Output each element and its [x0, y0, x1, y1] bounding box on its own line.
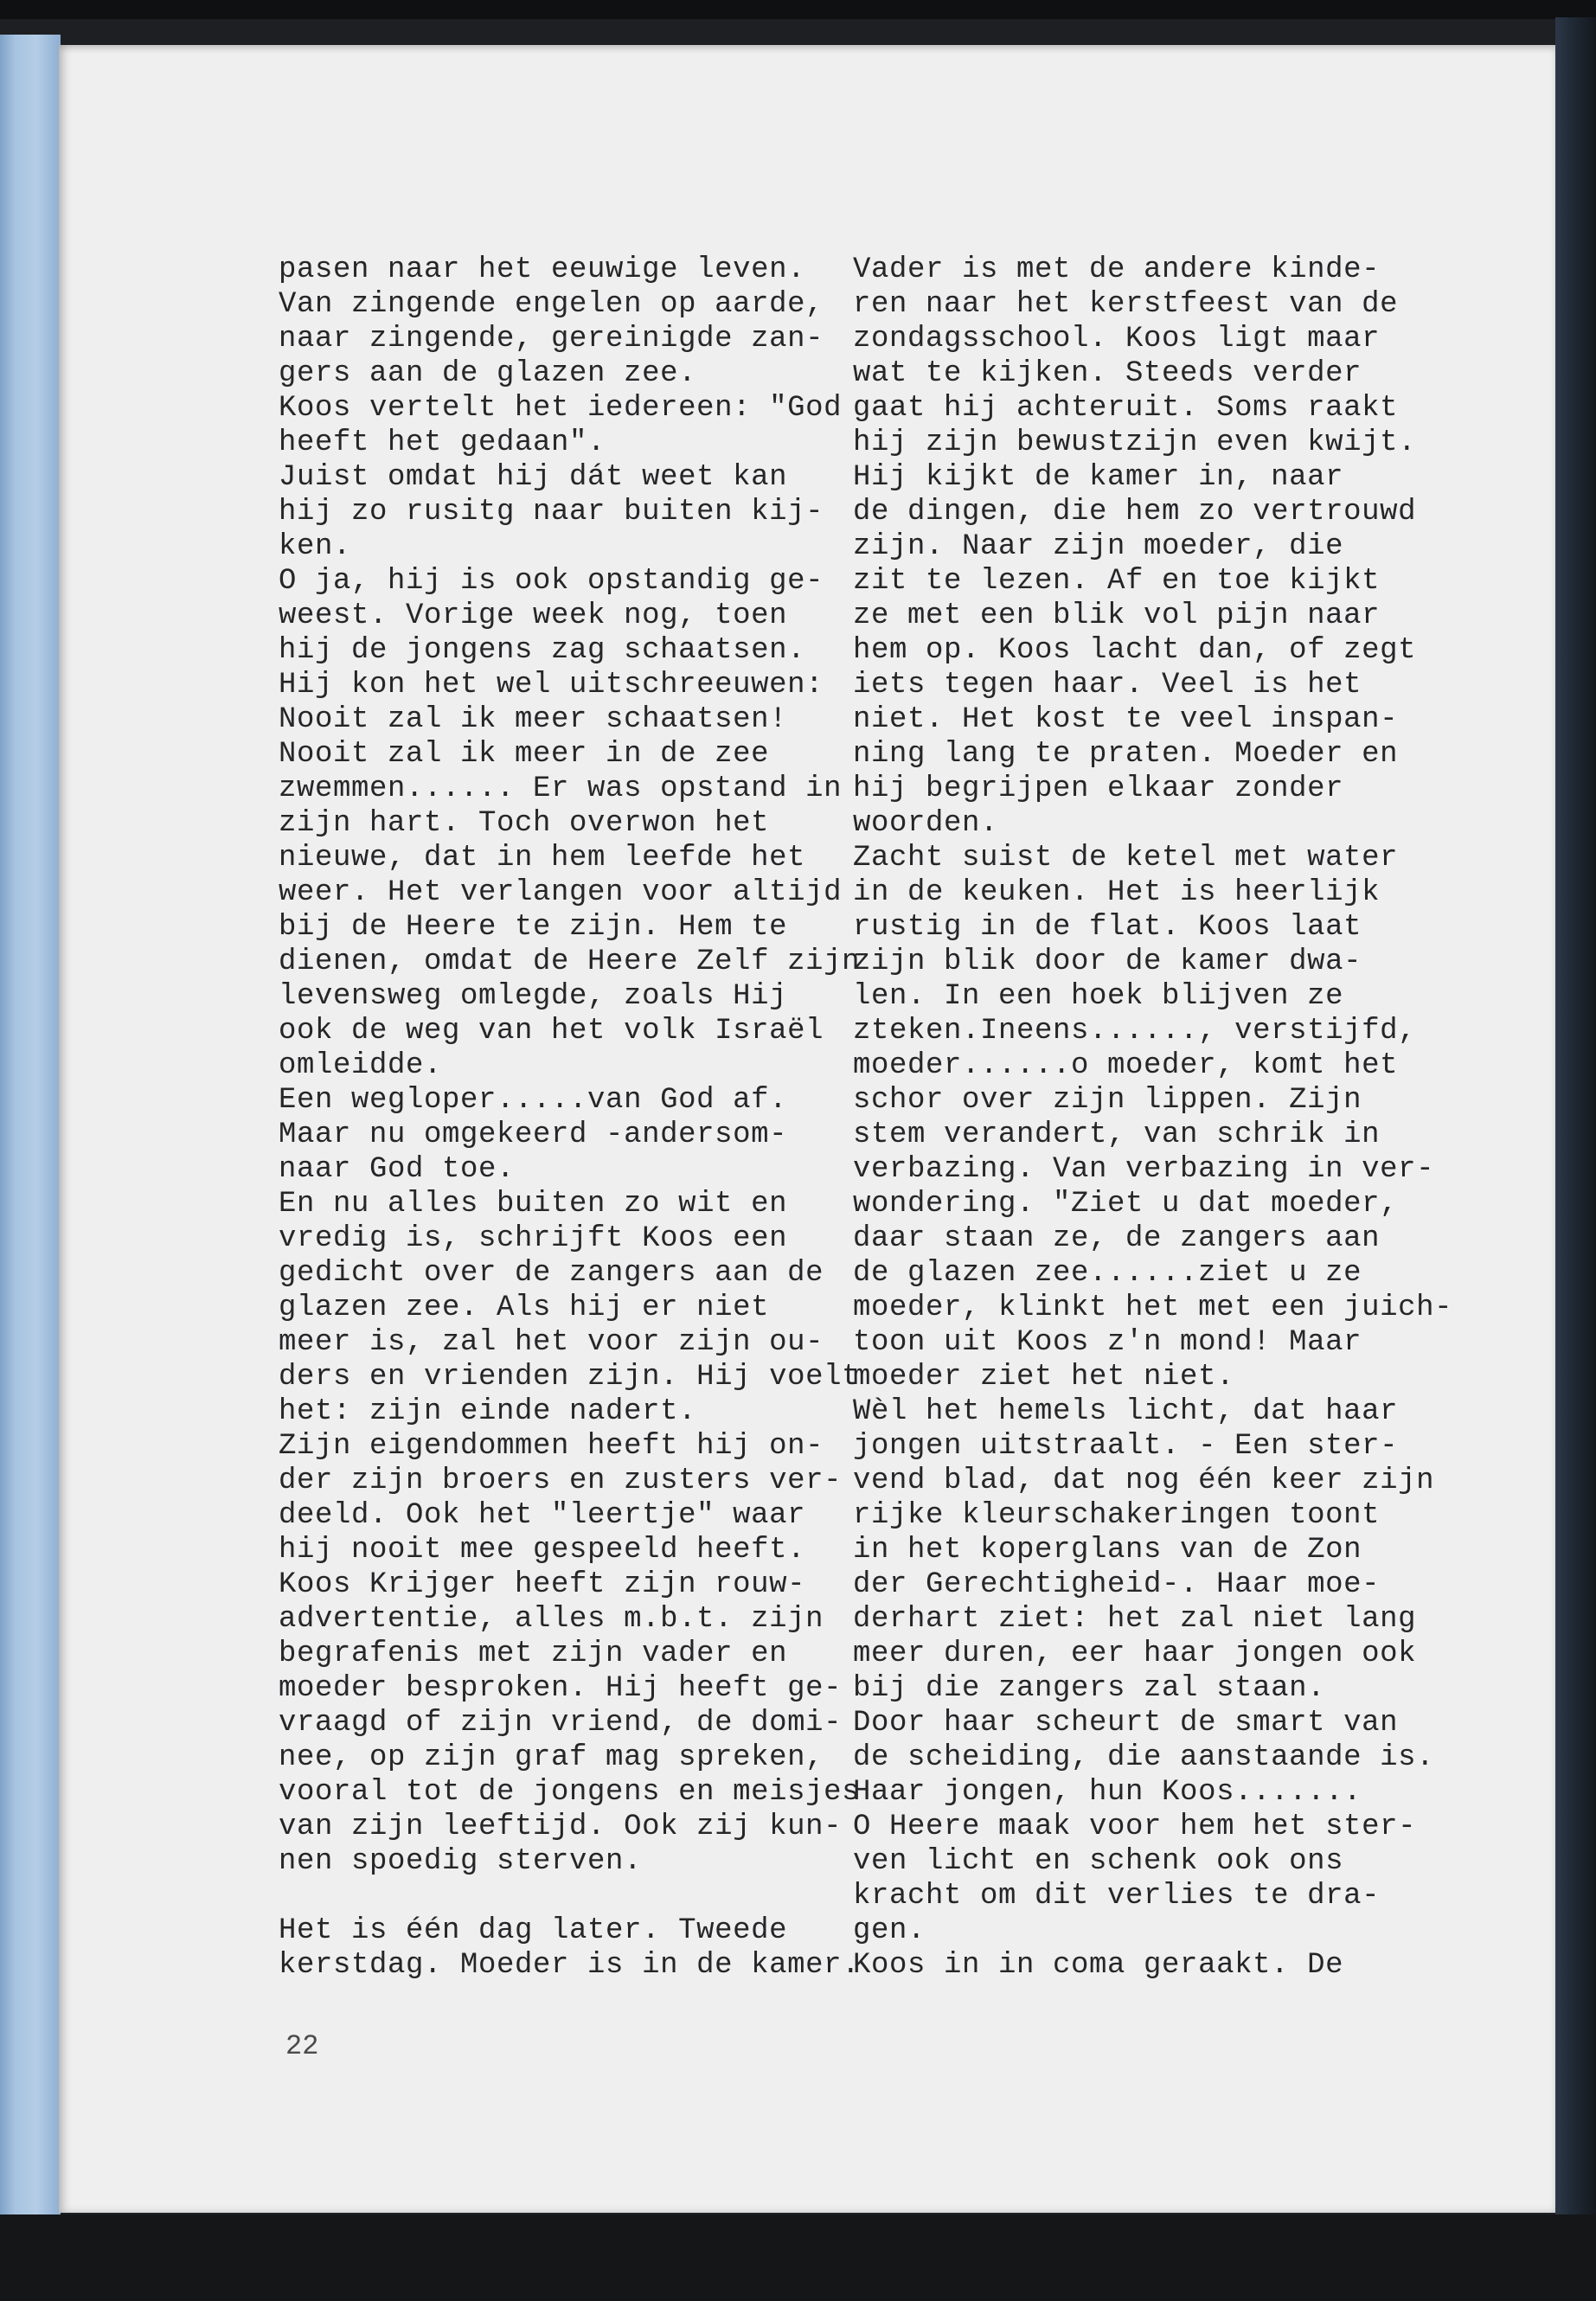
- text-line: rijke kleurschakeringen toont: [853, 1499, 1381, 1532]
- text-line: zijn hart. Toch overwon het: [279, 807, 770, 840]
- text-line: advertentie, alles m.b.t. zijn: [279, 1603, 824, 1636]
- book-page: [59, 45, 1555, 2213]
- text-line: gaat hij achteruit. Soms raakt: [853, 392, 1399, 425]
- text-line: wat te kijken. Steeds verder: [853, 357, 1362, 390]
- text-line: moeder besproken. Hij heeft ge-: [279, 1672, 843, 1705]
- text-line: zteken.Ineens......, verstijfd,: [853, 1015, 1417, 1048]
- text-line: gen.: [853, 1914, 926, 1947]
- text-line: meer is, zal het voor zijn ou-: [279, 1326, 824, 1359]
- text-line: Nooit zal ik meer schaatsen!: [279, 703, 788, 736]
- text-line: vend blad, dat nog één keer zijn: [853, 1465, 1435, 1497]
- text-line: zwemmen...... Er was opstand in: [279, 772, 843, 805]
- text-line: woorden.: [853, 807, 999, 840]
- text-line: het: zijn einde nadert.: [279, 1395, 697, 1428]
- text-line: gers aan de glazen zee.: [279, 357, 697, 390]
- text-line: der Gerechtigheid-. Haar moe-: [853, 1568, 1381, 1601]
- text-line: moeder, klinkt het met een juich-: [853, 1292, 1453, 1324]
- text-line: hij de jongens zag schaatsen.: [279, 634, 806, 667]
- bottom-scan-border: [0, 2214, 1596, 2301]
- text-line: ken.: [279, 530, 352, 563]
- text-line: dienen, omdat de Heere Zelf zijn: [279, 945, 861, 978]
- text-line: zijn. Naar zijn moeder, die: [853, 530, 1344, 563]
- right-text-column: [853, 253, 1452, 1983]
- text-line: meer duren, eer haar jongen ook: [853, 1638, 1417, 1670]
- text-line: daar staan ze, de zangers aan: [853, 1222, 1381, 1255]
- text-line: zijn blik door de kamer dwa-: [853, 945, 1362, 978]
- text-line: niet. Het kost te veel inspan-: [853, 703, 1399, 736]
- text-line: [279, 1879, 860, 1913]
- text-line: ven licht en schenk ook ons: [853, 1845, 1344, 1878]
- text-line: glazen zee. Als hij er niet: [279, 1292, 770, 1324]
- text-line: Een wegloper.....van God af.: [279, 1084, 788, 1117]
- text-line: pasen naar het eeuwige leven.: [279, 253, 806, 286]
- top-scan-border: [0, 0, 1596, 19]
- text-line: vooral tot de jongens en meisjes: [279, 1776, 861, 1809]
- text-line: Zacht suist de ketel met water: [853, 842, 1399, 875]
- text-line: weest. Vorige week nog, toen: [279, 599, 788, 632]
- text-line: zondagsschool. Koos ligt maar: [853, 323, 1381, 356]
- text-line: jongen uitstraalt. - Een ster-: [853, 1430, 1399, 1463]
- text-line: de glazen zee......ziet u ze: [853, 1257, 1362, 1290]
- text-line: vredig is, schrijft Koos een: [279, 1222, 788, 1255]
- text-line: Maar nu omgekeerd -andersom-: [279, 1118, 788, 1151]
- text-line: Het is één dag later. Tweede: [279, 1914, 788, 1947]
- text-line: iets tegen haar. Veel is het: [853, 669, 1362, 702]
- text-line: kracht om dit verlies te dra-: [853, 1880, 1381, 1913]
- text-line: rustig in de flat. Koos laat: [853, 911, 1362, 944]
- text-line: Door haar scheurt de smart van: [853, 1707, 1399, 1740]
- text-line: bij die zangers zal staan.: [853, 1672, 1326, 1705]
- text-line: vraagd of zijn vriend, de domi-: [279, 1707, 843, 1740]
- text-line: nieuwe, dat in hem leefde het: [279, 842, 806, 875]
- text-line: hem op. Koos lacht dan, of zegt: [853, 634, 1417, 667]
- text-line: der zijn broers en zusters ver-: [279, 1465, 843, 1497]
- text-line: zit te lezen. Af en toe kijkt: [853, 565, 1381, 598]
- text-line: ders en vrienden zijn. Hij voelt: [279, 1361, 861, 1394]
- text-line: ook de weg van het volk Israël: [279, 1015, 824, 1048]
- text-line: nee, op zijn graf mag spreken,: [279, 1741, 824, 1774]
- text-line: hij begrijpen elkaar zonder: [853, 772, 1344, 805]
- text-line: Vader is met de andere kinde-: [853, 253, 1381, 286]
- text-line: Koos in in coma geraakt. De: [853, 1949, 1344, 1982]
- text-line: Nooit zal ik meer in de zee: [279, 738, 770, 771]
- book-spine-edge: [1555, 17, 1596, 2219]
- text-line: weer. Het verlangen voor altijd: [279, 876, 843, 909]
- text-line: Wèl het hemels licht, dat haar: [853, 1395, 1399, 1428]
- text-line: de scheiding, die aanstaande is.: [853, 1741, 1435, 1774]
- text-line: Haar jongen, hun Koos.......: [853, 1776, 1362, 1809]
- text-line: Koos vertelt het iedereen: "God: [279, 392, 843, 425]
- text-line: nen spoedig sterven.: [279, 1845, 643, 1878]
- text-line: de dingen, die hem zo vertrouwd: [853, 496, 1417, 529]
- text-line: deeld. Ook het "leertje" waar: [279, 1499, 806, 1532]
- text-line: ren naar het kerstfeest van de: [853, 288, 1399, 321]
- text-line: naar zingende, gereinigde zan-: [279, 323, 824, 356]
- text-line: ning lang te praten. Moeder en: [853, 738, 1399, 771]
- text-line: hij zo rusitg naar buiten kij-: [279, 496, 824, 529]
- text-line: toon uit Koos z'n mond! Maar: [853, 1326, 1362, 1359]
- text-line: O Heere maak voor hem het ster-: [853, 1811, 1417, 1843]
- text-line: in de keuken. Het is heerlijk: [853, 876, 1381, 909]
- text-line: moeder......o moeder, komt het: [853, 1049, 1399, 1082]
- text-line: Juist omdat hij dát weet kan: [279, 461, 788, 494]
- book-cover-edge: [0, 35, 61, 2219]
- text-line: Hij kijkt de kamer in, naar: [853, 461, 1344, 494]
- text-line: gedicht over de zangers aan de: [279, 1257, 824, 1290]
- text-line: ze met een blik vol pijn naar: [853, 599, 1381, 632]
- text-line: schor over zijn lippen. Zijn: [853, 1084, 1362, 1117]
- text-line: naar God toe.: [279, 1153, 516, 1186]
- text-line: O ja, hij is ook opstandig ge-: [279, 565, 824, 598]
- text-line: van zijn leeftijd. Ook zij kun-: [279, 1811, 843, 1843]
- text-line: stem verandert, van schrik in: [853, 1118, 1381, 1151]
- text-line: En nu alles buiten zo wit en: [279, 1188, 788, 1221]
- text-line: wondering. "Ziet u dat moeder,: [853, 1188, 1399, 1221]
- text-line: Zijn eigendommen heeft hij on-: [279, 1430, 824, 1463]
- text-line: Koos Krijger heeft zijn rouw-: [279, 1568, 806, 1601]
- page-number: 22: [285, 2030, 319, 2062]
- text-line: derhart ziet: het zal niet lang: [853, 1603, 1417, 1636]
- text-line: verbazing. Van verbazing in ver-: [853, 1153, 1435, 1186]
- text-line: in het koperglans van de Zon: [853, 1534, 1362, 1567]
- text-line: hij zijn bewustzijn even kwijt.: [853, 426, 1417, 459]
- text-line: kerstdag. Moeder is in de kamer.: [279, 1949, 861, 1982]
- text-line: len. In een hoek blijven ze: [853, 980, 1344, 1013]
- text-line: Hij kon het wel uitschreeuwen:: [279, 669, 824, 702]
- text-line: begrafenis met zijn vader en: [279, 1638, 788, 1670]
- text-line: heeft het gedaan".: [279, 426, 606, 459]
- text-line: hij nooit mee gespeeld heeft.: [279, 1534, 806, 1567]
- text-line: Van zingende engelen op aarde,: [279, 288, 824, 321]
- text-line: levensweg omlegde, zoals Hij: [279, 980, 788, 1013]
- text-line: moeder ziet het niet.: [853, 1361, 1235, 1394]
- text-line: bij de Heere te zijn. Hem te: [279, 911, 788, 944]
- left-text-column: [279, 253, 860, 1983]
- text-line: omleidde.: [279, 1049, 443, 1082]
